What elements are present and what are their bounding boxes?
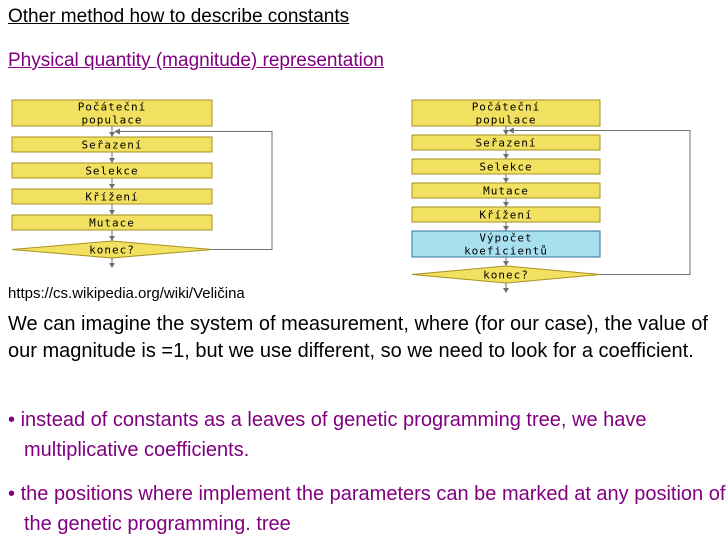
- diagram_right-arrow-3-head: [503, 202, 509, 207]
- diagram_right-arrow-4-head: [503, 226, 509, 231]
- bullet-text: the positions where implement the parameters can be marked at any position of the genetic programming. tree: [20, 483, 726, 535]
- diagram_left-arrow-1-head: [109, 158, 115, 163]
- diagram_right-arrow-1-head: [503, 154, 509, 159]
- bullet-marker: •: [8, 483, 16, 505]
- diagram_right-arrow-2-head: [503, 178, 509, 183]
- source-url[interactable]: https://cs.wikipedia.org/wiki/Veličina: [8, 285, 245, 302]
- diagram_left-loop-head: [114, 129, 120, 135]
- diagram_left-box-0-label: Počáteční: [77, 100, 147, 114]
- slide-title: Other method how to describe constants: [8, 6, 350, 27]
- bullet-item-1: [8, 405, 728, 465]
- diagram_left-arrow-2-head: [109, 184, 115, 189]
- diagram_right-box-0-label: Počáteční: [471, 100, 541, 114]
- diagram_left-arrow-0-head: [109, 132, 115, 137]
- diagram_left-arrow-4-head: [109, 236, 115, 241]
- diagram_left-box-2-label: Selekce: [85, 164, 139, 178]
- diagram_left-box-0-label: populace: [81, 113, 143, 127]
- bullet-item-2: [8, 479, 728, 539]
- diagram_left-box-3-label: Křížení: [85, 190, 139, 204]
- diagram_right-box-1-label: Seřazení: [475, 136, 537, 150]
- diagram_left-box-5-label: konec?: [89, 243, 135, 257]
- bullet-text: instead of constants as a leaves of genetic programming tree, we have multiplicative coefficients.: [20, 409, 647, 461]
- diagram_right-box-5-label: koeficientů: [464, 244, 548, 258]
- diagram_left-arrow-3-head: [109, 210, 115, 215]
- diagram_left-exit-arrow-head: [109, 263, 115, 268]
- diagram_right-arrow-5-head: [503, 261, 509, 266]
- diagram_left-box-1-label: Seřazení: [81, 138, 143, 152]
- slide-subtitle: Physical quantity (magnitude) representation: [8, 50, 384, 71]
- diagram_left-box-4-label: Mutace: [89, 216, 135, 230]
- diagram_right-box-3-label: Mutace: [483, 184, 529, 198]
- flowchart-svg: [0, 92, 720, 282]
- diagram_right-box-5-label: Výpočet: [479, 231, 533, 245]
- diagram_right-exit-arrow-head: [503, 288, 509, 293]
- body-paragraph: We can imagine the system of measurement, where (for our case), the value of our magnitude is =1, but we use different, so we need to look for a coefficient.: [8, 313, 708, 362]
- diagram_right-box-6-label: konec?: [483, 268, 529, 282]
- diagram_right-loop-head: [508, 128, 514, 134]
- bullet-marker: •: [8, 409, 16, 431]
- diagram_right-arrow-0-head: [503, 130, 509, 135]
- diagram_right-box-4-label: Křížení: [479, 208, 533, 222]
- diagram_right-box-0-label: populace: [475, 113, 537, 127]
- diagram_right-box-2-label: Selekce: [479, 160, 533, 174]
- flowchart-figure: [0, 92, 720, 282]
